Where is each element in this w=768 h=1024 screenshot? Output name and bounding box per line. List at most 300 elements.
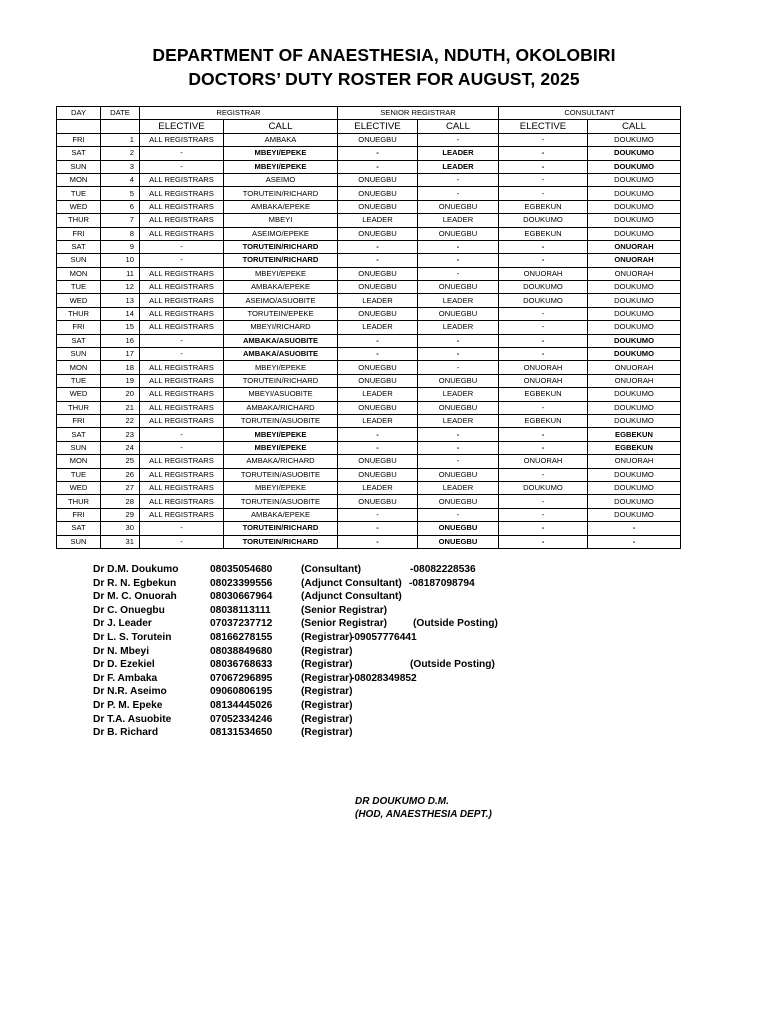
consultant-call-cell: DOUKUMO xyxy=(588,508,681,521)
senior-registrar-call-cell: ONUEGBU xyxy=(418,374,499,387)
consultant-call-cell: DOUKUMO xyxy=(588,160,681,173)
table-row xyxy=(57,374,681,387)
registrar-call-cell: TORUTEIN/EPEKE xyxy=(224,307,338,320)
date-cell: 8 xyxy=(101,227,140,240)
registrar-call-cell: TORUTEIN/RICHARD xyxy=(224,374,338,387)
table-row xyxy=(57,227,681,240)
date-cell: 2 xyxy=(101,147,140,160)
consultant-elective-cell: - xyxy=(499,160,588,173)
date-cell: 26 xyxy=(101,468,140,481)
table-row xyxy=(57,468,681,481)
registrar-call-cell: MBEYI/EPEKE xyxy=(224,267,338,280)
registrar-elective-cell: - xyxy=(140,254,224,267)
senior-registrar-elective-cell: ONUEGBU xyxy=(338,227,418,240)
registrar-elective-cell: - xyxy=(140,441,224,454)
header-consultant: CONSULTANT xyxy=(499,107,681,120)
table-row xyxy=(57,281,681,294)
consultant-elective-cell: - xyxy=(499,401,588,414)
senior-registrar-call-cell: ONUEGBU xyxy=(418,468,499,481)
contact-phone: 09060806195 xyxy=(210,686,273,698)
consultant-call-cell: ONUORAH xyxy=(588,267,681,280)
contact-extra: -08082228536 xyxy=(410,564,476,575)
registrar-elective-cell: - xyxy=(140,522,224,535)
senior-registrar-elective-cell: - xyxy=(338,441,418,454)
senior-registrar-elective-cell: LEADER xyxy=(338,321,418,334)
consultant-elective-cell: EGBEKUN xyxy=(499,227,588,240)
date-cell: 18 xyxy=(101,361,140,374)
contact-name: Dr F. Ambaka xyxy=(93,672,158,684)
consultant-elective-cell: - xyxy=(499,495,588,508)
senior-registrar-elective-cell: ONUEGBU xyxy=(338,200,418,213)
registrar-call-cell: MBEYI/EPEKE xyxy=(224,481,338,494)
consultant-call-cell: DOUKUMO xyxy=(588,495,681,508)
senior-registrar-elective-cell: - xyxy=(338,334,418,347)
registrar-elective-cell: - xyxy=(140,160,224,173)
signatory-name: DR DOUKUMO D.M. xyxy=(355,796,449,807)
table-row xyxy=(57,495,681,508)
contact-phone: 08038849680 xyxy=(210,645,273,657)
registrar-elective-cell: - xyxy=(140,428,224,441)
registrar-elective-cell: ALL REGISTRARS xyxy=(140,214,224,227)
registrar-call-cell: AMBAKA/RICHARD xyxy=(224,455,338,468)
table-row xyxy=(57,173,681,186)
contact-role: (Registrar) xyxy=(301,659,353,671)
table-row xyxy=(57,361,681,374)
senior-registrar-call-cell: - xyxy=(418,441,499,454)
registrar-call-cell: TORUTEIN/ASUOBITE xyxy=(224,414,338,427)
duty-roster-table xyxy=(56,106,681,549)
consultant-elective-cell: - xyxy=(499,133,588,146)
senior-registrar-call-cell: - xyxy=(418,428,499,441)
consultant-elective-cell: ONUORAH xyxy=(499,267,588,280)
registrar-call-cell: TORUTEIN/ASUOBITE xyxy=(224,468,338,481)
table-row xyxy=(57,522,681,535)
consultant-elective-cell: - xyxy=(499,173,588,186)
senior-registrar-elective-cell: ONUEGBU xyxy=(338,495,418,508)
registrar-elective-cell: ALL REGISTRARS xyxy=(140,267,224,280)
registrar-call-cell: MBEYI/EPEKE xyxy=(224,428,338,441)
senior-registrar-call-cell: - xyxy=(418,267,499,280)
registrar-call-cell: TORUTEIN/RICHARD xyxy=(224,187,338,200)
table-row xyxy=(57,441,681,454)
contact-phone: 07037237712 xyxy=(210,618,273,630)
registrar-call-cell: TORUTEIN/RICHARD xyxy=(224,535,338,548)
day-cell: THUR xyxy=(57,307,101,320)
contact-name: Dr B. Richard xyxy=(93,727,159,739)
registrar-elective-cell: - xyxy=(140,535,224,548)
date-cell: 5 xyxy=(101,187,140,200)
table-row xyxy=(57,388,681,401)
day-cell: WED xyxy=(57,200,101,213)
date-cell: 11 xyxy=(101,267,140,280)
registrar-elective-cell: ALL REGISTRARS xyxy=(140,414,224,427)
senior-registrar-call-cell: LEADER xyxy=(418,294,499,307)
registrar-elective-cell: ALL REGISTRARS xyxy=(140,281,224,294)
registrar-elective-cell: ALL REGISTRARS xyxy=(140,361,224,374)
contact-role: (Registrar) xyxy=(301,713,353,725)
registrar-elective-cell: ALL REGISTRARS xyxy=(140,227,224,240)
senior-registrar-elective-cell: - xyxy=(338,240,418,253)
contact-role: (Adjunct Consultant) xyxy=(301,577,402,589)
senior-registrar-call-cell: ONUEGBU xyxy=(418,535,499,548)
header-date: DATE xyxy=(101,107,140,120)
contact-name: Dr P. M. Epeke xyxy=(93,699,163,711)
date-cell: 30 xyxy=(101,522,140,535)
date-cell: 31 xyxy=(101,535,140,548)
date-cell: 12 xyxy=(101,281,140,294)
consultant-elective-cell: EGBEKUN xyxy=(499,200,588,213)
table-row xyxy=(57,160,681,173)
table-row xyxy=(57,348,681,361)
senior-registrar-call-cell: - xyxy=(418,133,499,146)
day-cell: THUR xyxy=(57,401,101,414)
consultant-elective-cell: - xyxy=(499,348,588,361)
consultant-call-cell: ONUORAH xyxy=(588,254,681,267)
date-cell: 21 xyxy=(101,401,140,414)
registrar-elective-cell: ALL REGISTRARS xyxy=(140,173,224,186)
senior-registrar-call-cell: ONUEGBU xyxy=(418,200,499,213)
table-row xyxy=(57,334,681,347)
senior-registrar-call-cell: - xyxy=(418,361,499,374)
day-cell: MON xyxy=(57,267,101,280)
header-registrar: REGISTRAR xyxy=(140,107,338,120)
table-row xyxy=(57,401,681,414)
day-cell: WED xyxy=(57,388,101,401)
contact-role: (Registrar) xyxy=(301,645,353,657)
consultant-elective-cell: - xyxy=(499,254,588,267)
registrar-call-cell: TORUTEIN/ASUOBITE xyxy=(224,495,338,508)
header-row-subcolumns xyxy=(57,120,681,133)
table-row xyxy=(57,133,681,146)
table-row xyxy=(57,240,681,253)
senior-registrar-call-cell: LEADER xyxy=(418,214,499,227)
senior-registrar-elective-cell: LEADER xyxy=(338,388,418,401)
contact-name: Dr L. S. Torutein xyxy=(93,631,172,643)
date-cell: 7 xyxy=(101,214,140,227)
senior-registrar-call-cell: - xyxy=(418,240,499,253)
date-cell: 4 xyxy=(101,173,140,186)
consultant-elective-cell: - xyxy=(499,535,588,548)
registrar-call-cell: MBEYI xyxy=(224,214,338,227)
senior-registrar-elective-cell: - xyxy=(338,535,418,548)
day-cell: FRI xyxy=(57,227,101,240)
consultant-elective-cell: ONUORAH xyxy=(499,361,588,374)
date-cell: 6 xyxy=(101,200,140,213)
senior-registrar-call-cell: ONUEGBU xyxy=(418,281,499,294)
day-cell: SUN xyxy=(57,441,101,454)
day-cell: WED xyxy=(57,294,101,307)
registrar-elective-cell: - xyxy=(140,348,224,361)
registrar-elective-cell: - xyxy=(140,334,224,347)
registrar-elective-cell: ALL REGISTRARS xyxy=(140,495,224,508)
senior-registrar-call-cell: - xyxy=(418,334,499,347)
consultant-call-cell: DOUKUMO xyxy=(588,133,681,146)
consultant-elective-cell: - xyxy=(499,441,588,454)
consultant-call-cell: DOUKUMO xyxy=(588,214,681,227)
senior-registrar-elective-cell: ONUEGBU xyxy=(338,455,418,468)
date-cell: 23 xyxy=(101,428,140,441)
consultant-elective-cell: - xyxy=(499,187,588,200)
consultant-call-cell: - xyxy=(588,535,681,548)
header-con-elective: ELECTIVE xyxy=(499,120,588,133)
day-cell: WED xyxy=(57,481,101,494)
day-cell: FRI xyxy=(57,321,101,334)
senior-registrar-call-cell: ONUEGBU xyxy=(418,307,499,320)
consultant-elective-cell: - xyxy=(499,321,588,334)
day-cell: SUN xyxy=(57,348,101,361)
table-row xyxy=(57,508,681,521)
registrar-call-cell: ASEIMO/ASUOBITE xyxy=(224,294,338,307)
senior-registrar-elective-cell: LEADER xyxy=(338,481,418,494)
contact-role: (Registrar) xyxy=(301,631,353,643)
consultant-elective-cell: ONUORAH xyxy=(499,455,588,468)
day-cell: SAT xyxy=(57,147,101,160)
registrar-elective-cell: ALL REGISTRARS xyxy=(140,321,224,334)
consultant-call-cell: DOUKUMO xyxy=(588,481,681,494)
registrar-elective-cell: - xyxy=(140,240,224,253)
document-subtitle: DOCTORS’ DUTY ROSTER FOR AUGUST, 2025 xyxy=(188,69,580,89)
contact-phone: 08030667964 xyxy=(210,591,273,603)
contact-phone: 08023399556 xyxy=(210,577,273,589)
senior-registrar-call-cell: - xyxy=(418,187,499,200)
senior-registrar-elective-cell: ONUEGBU xyxy=(338,281,418,294)
registrar-call-cell: MBEYI/EPEKE xyxy=(224,361,338,374)
header-senior-registrar: SENIOR REGISTRAR xyxy=(338,107,499,120)
consultant-call-cell: ONUORAH xyxy=(588,455,681,468)
consultant-elective-cell: DOUKUMO xyxy=(499,294,588,307)
date-cell: 20 xyxy=(101,388,140,401)
contact-role: (Adjunct Consultant) xyxy=(301,591,402,603)
consultant-call-cell: DOUKUMO xyxy=(588,227,681,240)
day-cell: SAT xyxy=(57,428,101,441)
consultant-call-cell: DOUKUMO xyxy=(588,281,681,294)
date-cell: 16 xyxy=(101,334,140,347)
table-row xyxy=(57,481,681,494)
consultant-call-cell: DOUKUMO xyxy=(588,321,681,334)
date-cell: 25 xyxy=(101,455,140,468)
consultant-elective-cell: DOUKUMO xyxy=(499,214,588,227)
table-row xyxy=(57,214,681,227)
senior-registrar-elective-cell: - xyxy=(338,508,418,521)
contact-name: Dr R. N. Egbekun xyxy=(93,577,177,589)
registrar-call-cell: MBEYI/ASUOBITE xyxy=(224,388,338,401)
consultant-call-cell: EGBEKUN xyxy=(588,428,681,441)
day-cell: THUR xyxy=(57,495,101,508)
day-cell: FRI xyxy=(57,508,101,521)
senior-registrar-elective-cell: - xyxy=(338,160,418,173)
senior-registrar-elective-cell: LEADER xyxy=(338,414,418,427)
consultant-elective-cell: - xyxy=(499,468,588,481)
date-cell: 24 xyxy=(101,441,140,454)
consultant-elective-cell: - xyxy=(499,508,588,521)
senior-registrar-call-cell: LEADER xyxy=(418,388,499,401)
senior-registrar-elective-cell: ONUEGBU xyxy=(338,361,418,374)
registrar-elective-cell: ALL REGISTRARS xyxy=(140,307,224,320)
day-cell: SUN xyxy=(57,535,101,548)
consultant-elective-cell: - xyxy=(499,147,588,160)
day-cell: TUE xyxy=(57,374,101,387)
senior-registrar-elective-cell: ONUEGBU xyxy=(338,187,418,200)
consultant-elective-cell: - xyxy=(499,240,588,253)
day-cell: TUE xyxy=(57,187,101,200)
senior-registrar-call-cell: LEADER xyxy=(418,147,499,160)
header-con-call: CALL xyxy=(588,120,681,133)
registrar-call-cell: TORUTEIN/RICHARD xyxy=(224,522,338,535)
registrar-call-cell: AMBAKA/EPEKE xyxy=(224,281,338,294)
senior-registrar-call-cell: ONUEGBU xyxy=(418,401,499,414)
consultant-elective-cell: - xyxy=(499,334,588,347)
registrar-elective-cell: ALL REGISTRARS xyxy=(140,187,224,200)
consultant-call-cell: DOUKUMO xyxy=(588,468,681,481)
registrar-call-cell: TORUTEIN/RICHARD xyxy=(224,240,338,253)
senior-registrar-call-cell: ONUEGBU xyxy=(418,522,499,535)
header-blank xyxy=(101,120,140,133)
date-cell: 27 xyxy=(101,481,140,494)
contact-extra: (Outside Posting) xyxy=(410,659,495,671)
date-cell: 15 xyxy=(101,321,140,334)
consultant-elective-cell: DOUKUMO xyxy=(499,281,588,294)
header-reg-elective: ELECTIVE xyxy=(140,120,224,133)
header-sr-elective: ELECTIVE xyxy=(338,120,418,133)
consultant-call-cell: - xyxy=(588,522,681,535)
contact-phone: 08166278155 xyxy=(210,631,273,643)
day-cell: THUR xyxy=(57,214,101,227)
registrar-call-cell: AMBAKA/ASUOBITE xyxy=(224,334,338,347)
date-cell: 3 xyxy=(101,160,140,173)
table-row xyxy=(57,267,681,280)
table-row xyxy=(57,294,681,307)
registrar-elective-cell: ALL REGISTRARS xyxy=(140,374,224,387)
contact-phone: 08134445026 xyxy=(210,699,273,711)
date-cell: 14 xyxy=(101,307,140,320)
table-row xyxy=(57,428,681,441)
contact-phone: 07067296895 xyxy=(210,672,273,684)
day-cell: SAT xyxy=(57,334,101,347)
contact-phone: 07052334246 xyxy=(210,713,273,725)
registrar-elective-cell: ALL REGISTRARS xyxy=(140,133,224,146)
registrar-elective-cell: ALL REGISTRARS xyxy=(140,455,224,468)
senior-registrar-call-cell: - xyxy=(418,254,499,267)
senior-registrar-elective-cell: ONUEGBU xyxy=(338,468,418,481)
registrar-call-cell: AMBAKA/EPEKE xyxy=(224,200,338,213)
contact-name: Dr D. Ezekiel xyxy=(93,659,155,671)
consultant-call-cell: DOUKUMO xyxy=(588,187,681,200)
registrar-elective-cell: ALL REGISTRARS xyxy=(140,481,224,494)
consultant-elective-cell: - xyxy=(499,428,588,441)
date-cell: 28 xyxy=(101,495,140,508)
consultant-call-cell: DOUKUMO xyxy=(588,388,681,401)
senior-registrar-call-cell: LEADER xyxy=(418,160,499,173)
senior-registrar-call-cell: - xyxy=(418,455,499,468)
consultant-elective-cell: EGBEKUN xyxy=(499,388,588,401)
date-cell: 29 xyxy=(101,508,140,521)
table-row xyxy=(57,535,681,548)
consultant-call-cell: DOUKUMO xyxy=(588,173,681,186)
consultant-call-cell: DOUKUMO xyxy=(588,200,681,213)
date-cell: 10 xyxy=(101,254,140,267)
consultant-call-cell: DOUKUMO xyxy=(588,294,681,307)
day-cell: MON xyxy=(57,361,101,374)
contact-role: (Registrar) xyxy=(301,686,353,698)
consultant-call-cell: ONUORAH xyxy=(588,240,681,253)
contact-extra: (Outside Posting) xyxy=(413,618,498,630)
registrar-call-cell: ASEIMO/EPEKE xyxy=(224,227,338,240)
header-day: DAY xyxy=(57,107,101,120)
day-cell: TUE xyxy=(57,281,101,294)
consultant-elective-cell: ONUORAH xyxy=(499,374,588,387)
contact-role: (Senior Registrar) xyxy=(301,604,388,616)
contact-name: Dr T.A. Asuobite xyxy=(93,713,172,725)
registrar-elective-cell: ALL REGISTRARS xyxy=(140,200,224,213)
consultant-call-cell: DOUKUMO xyxy=(588,414,681,427)
consultant-call-cell: EGBEKUN xyxy=(588,441,681,454)
table-row xyxy=(57,187,681,200)
consultant-call-cell: DOUKUMO xyxy=(588,401,681,414)
senior-registrar-call-cell: LEADER xyxy=(418,321,499,334)
senior-registrar-elective-cell: - xyxy=(338,254,418,267)
registrar-elective-cell: ALL REGISTRARS xyxy=(140,468,224,481)
table-row xyxy=(57,254,681,267)
day-cell: SAT xyxy=(57,522,101,535)
contact-role: (Registrar) xyxy=(301,727,353,739)
date-cell: 1 xyxy=(101,133,140,146)
registrar-call-cell: MBEYI/EPEKE xyxy=(224,147,338,160)
header-row-groups xyxy=(57,107,681,120)
consultant-elective-cell: DOUKUMO xyxy=(499,481,588,494)
contact-role: (Registrar) xyxy=(301,699,353,711)
contact-role: (Consultant) xyxy=(301,564,361,575)
consultant-call-cell: ONUORAH xyxy=(588,374,681,387)
registrar-call-cell: AMBAKA/ASUOBITE xyxy=(224,348,338,361)
contact-phone: 08035054680 xyxy=(210,564,273,575)
senior-registrar-elective-cell: LEADER xyxy=(338,214,418,227)
table-row xyxy=(57,321,681,334)
consultant-elective-cell: EGBEKUN xyxy=(499,414,588,427)
date-cell: 13 xyxy=(101,294,140,307)
date-cell: 19 xyxy=(101,374,140,387)
contact-name: Dr J. Leader xyxy=(93,618,152,630)
day-cell: MON xyxy=(57,455,101,468)
senior-registrar-elective-cell: ONUEGBU xyxy=(338,374,418,387)
registrar-call-cell: AMBAKA/RICHARD xyxy=(224,401,338,414)
contact-name: Dr N. Mbeyi xyxy=(93,645,150,657)
day-cell: FRI xyxy=(57,414,101,427)
contact-extra: -09057776441 xyxy=(351,631,417,643)
document-title: DEPARTMENT OF ANAESTHESIA, NDUTH, OKOLOBIRI xyxy=(152,45,616,65)
consultant-call-cell: DOUKUMO xyxy=(588,147,681,160)
header-sr-call: CALL xyxy=(418,120,499,133)
day-cell: MON xyxy=(57,173,101,186)
contact-name: Dr D.M. Doukumo xyxy=(93,564,179,575)
contact-phone: 08131534650 xyxy=(210,727,273,739)
date-cell: 17 xyxy=(101,348,140,361)
table-row xyxy=(57,200,681,213)
senior-registrar-elective-cell: ONUEGBU xyxy=(338,401,418,414)
senior-registrar-call-cell: ONUEGBU xyxy=(418,227,499,240)
day-cell: TUE xyxy=(57,468,101,481)
senior-registrar-elective-cell: ONUEGBU xyxy=(338,267,418,280)
senior-registrar-elective-cell: - xyxy=(338,348,418,361)
table-row xyxy=(57,307,681,320)
date-cell: 9 xyxy=(101,240,140,253)
senior-registrar-call-cell: ONUEGBU xyxy=(418,495,499,508)
signatory-title: (HOD, ANAESTHESIA DEPT.) xyxy=(355,809,492,820)
header-blank xyxy=(57,120,101,133)
contact-phone: 08038113111 xyxy=(210,604,271,616)
registrar-call-cell: AMBAKA xyxy=(224,133,338,146)
table-row xyxy=(57,147,681,160)
registrar-elective-cell: - xyxy=(140,147,224,160)
